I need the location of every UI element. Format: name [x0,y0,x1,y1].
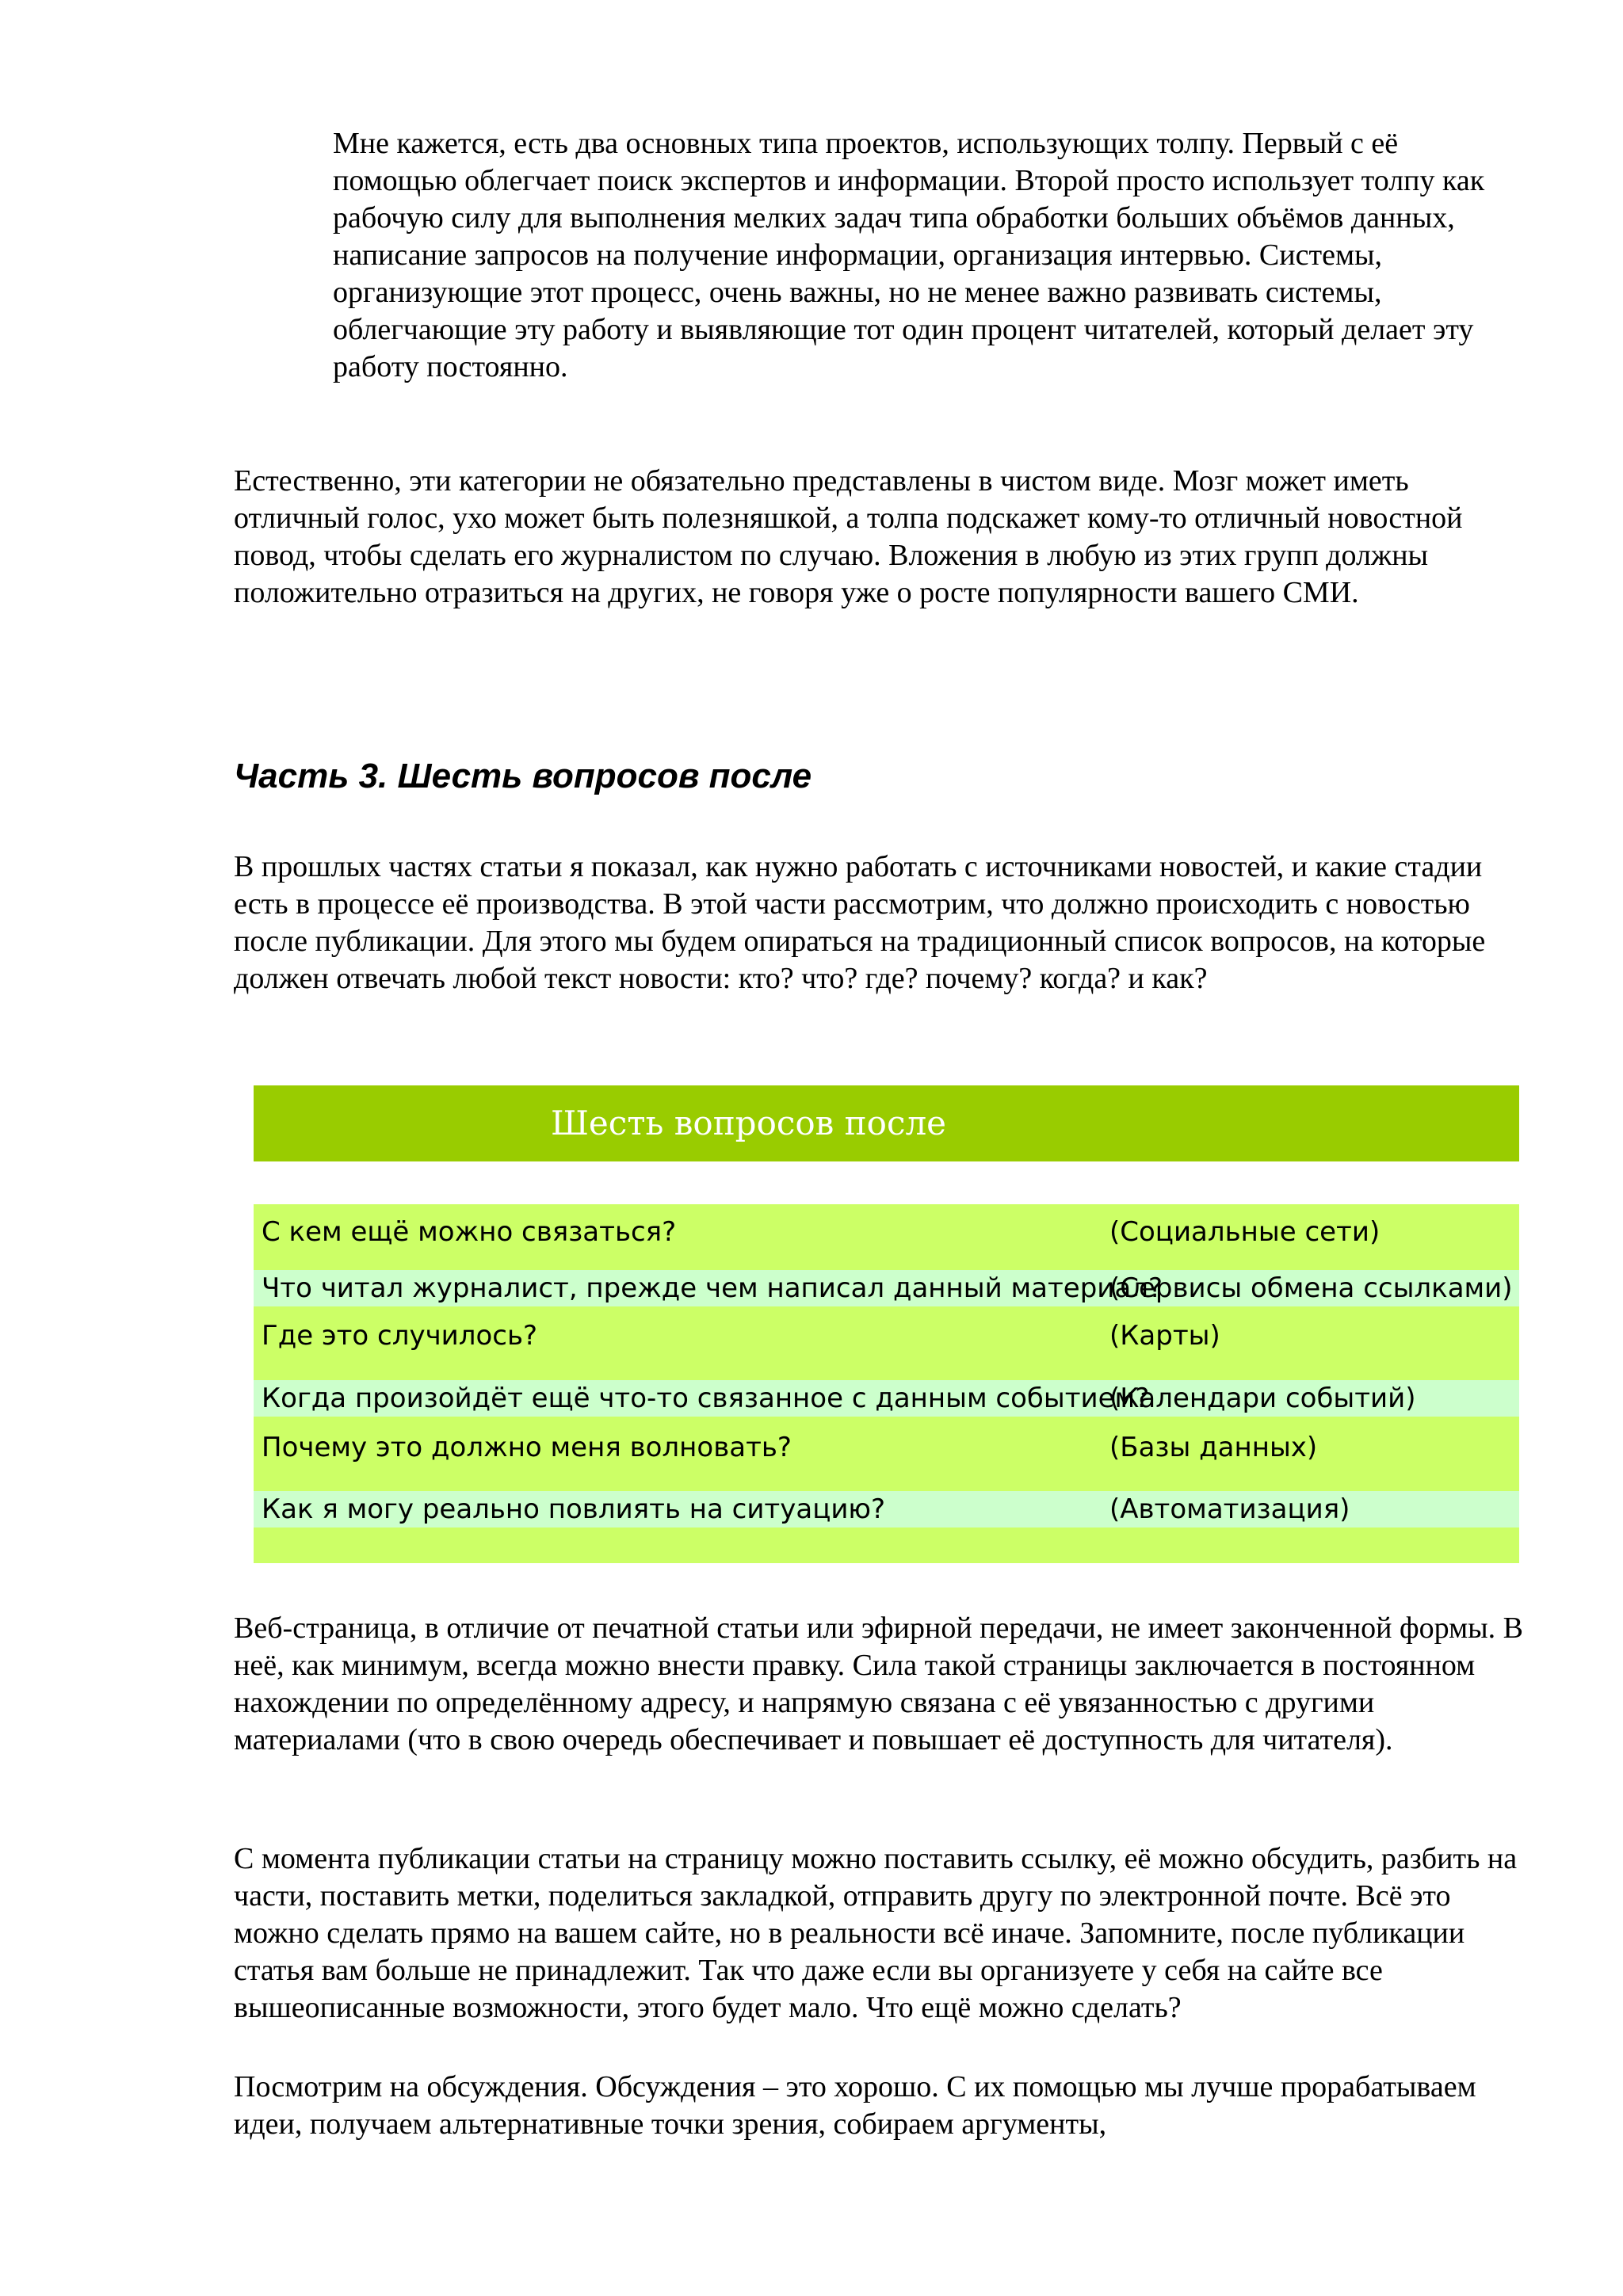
figure-row [254,1491,1519,1527]
figure-row [254,1270,1519,1306]
figure-row-answer: (Сервисы обмена ссылками) [1109,1272,1513,1304]
figure-row-answer: (Базы данных) [1109,1432,1318,1463]
figure-body [254,1204,1519,1563]
paragraph-categories: Естественно, эти категории не обязательно представлены в чистом виде. Мозг может иметь отличный голос, ухо может быть полезняшкой, а толпа подскажет кому-то отличный новостной повод, чтобы сделать его журналистом по случаю. Вложения в любую из этих групп должны положительно отразиться на других, не говоря уже о росте популярности вашего СМИ. [234,464,1463,609]
figure-row [254,1204,1519,1260]
figure-row-question: С кем ещё можно связаться? [262,1216,677,1248]
figure-row-answer: (Календари событий) [1109,1383,1416,1414]
section-heading: Часть 3. Шесть вопросов после [234,757,812,795]
paragraph-web-page: Веб-страница, в отличие от печатной статьи или эфирной передачи, не имеет законченной формы. В неё, как минимум, всегда можно внести правку. Сила такой страницы заключается в постоянном нахождении по определённому адресу, и напрямую связана с её увязанностью с другими материалами (что в свою очередь обеспечивает и повышает её доступность для читателя). [234,1611,1523,1756]
quote-paragraph: Мне кажется, есть два основных типа проектов, использующих толпу. Первый с её помощью облегчает поиск экспертов и информации. Второй просто использует толпу как рабочую силу для выполнения мелких задач типа обработки больших объёмов данных, написание запросов на получение информации, организация интервью. Системы, организующие этот процесс, очень важны, но не менее важно развивать системы, облегчающие эту работу и выявляющие тот один процент читателей, который делает эту работу постоянно. [333,127,1485,383]
figure-row-question: Как я могу реально повлиять на ситуацию? [262,1493,886,1525]
figure-row [254,1308,1519,1363]
six-questions-figure [254,1085,1519,1563]
figure-row-question: Почему это должно меня волновать? [262,1432,792,1463]
figure-row-answer: (Автоматизация) [1109,1493,1350,1525]
figure-row-answer: (Карты) [1109,1320,1220,1352]
figure-row-question: Когда произойдёт ещё что-то связанное с данным событием? [262,1383,1150,1414]
figure-header [254,1085,1519,1161]
figure-row [254,1420,1519,1475]
figure-row-answer: (Социальные сети) [1109,1216,1381,1248]
figure-row-question: Что читал журналист, прежде чем написал данный материал? [262,1272,1163,1304]
figure-row [254,1380,1519,1417]
figure-title: Шесть вопросов после [551,1104,946,1142]
paragraph-discussions: Посмотрим на обсуждения. Обсуждения – это хорошо. С их помощью мы лучше прорабатываем идеи, получаем альтернативные точки зрения, собираем аргументы, [234,2070,1476,2141]
figure-row-question: Где это случилось? [262,1320,538,1352]
paragraph-after-publication: С момента публикации статьи на страницу можно поставить ссылку, её можно обсудить, разбить на части, поставить метки, поделиться закладкой, отправить другу по электронной почте. Всё это можно сделать прямо на вашем сайте, но в реальности всё иначе. Запомните, после публикации статья вам больше не принадлежит. Так что даже если вы организуете у себя на сайте все вышеописанные возможности, этого будет мало. Что ещё можно сделать? [234,1842,1518,2024]
paragraph-intro: В прошлых частях статьи я показал, как нужно работать с источниками новостей, и какие стадии есть в процессе её производства. В этой части рассмотрим, что должно происходить с новостью после публикации. Для этого мы будем опираться на традиционный список вопросов, на которые должен отвечать любой текст новости: кто? что? где? почему? когда? и как? [234,850,1486,995]
